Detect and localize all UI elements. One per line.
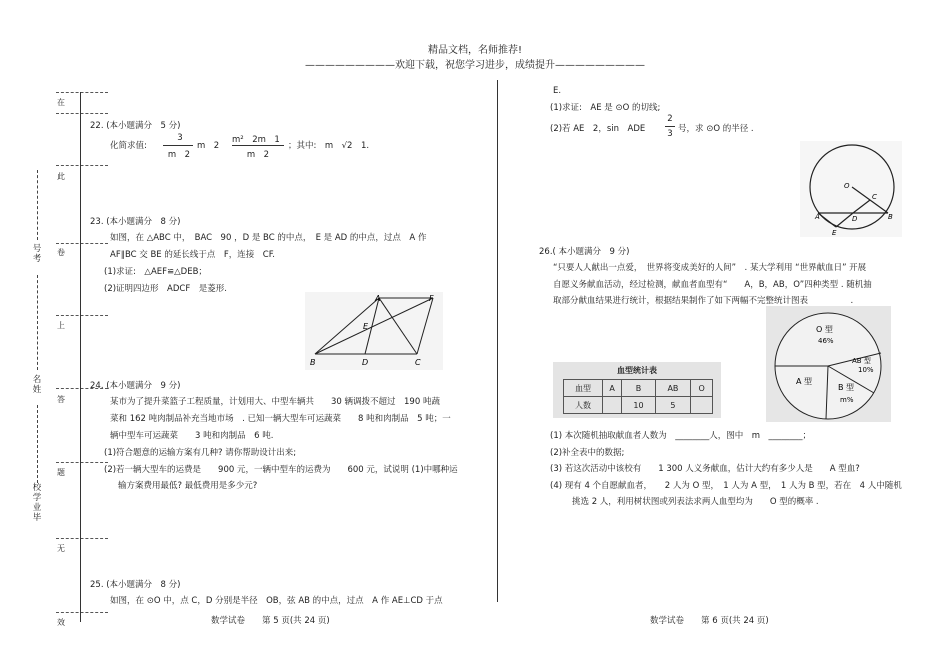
- q24-title: 24. (本小题满分 9 分): [90, 381, 181, 391]
- q25-part-1: (1)求证: AE 是 ⊙O 的切线;: [550, 103, 661, 113]
- seal-dash: [56, 462, 108, 463]
- seal-char: 卷: [57, 248, 65, 257]
- point-label: O: [844, 182, 850, 190]
- pie-label-b: B 型: [838, 383, 855, 392]
- circle-figure: [800, 141, 902, 237]
- table-cell: 人数: [564, 397, 603, 414]
- q24-line-6: 输方案费用最低? 最低费用是多少元?: [118, 481, 258, 491]
- q22-frac2-den: m 2: [246, 150, 270, 160]
- q26-line-3: 取部分献血结果进行统计，根据结果制作了如下两幅不完整统计图表 .: [553, 296, 854, 306]
- point-label: A: [815, 213, 820, 221]
- point-label: F: [429, 294, 434, 303]
- q24-line-2: 菜和 162 吨肉制品补充当地市场 . 已知一辆大型车可运蔬菜 8 吨和肉制品 5 吨；一: [110, 414, 451, 424]
- q23-figure: [305, 292, 443, 370]
- seal-char: 题: [57, 468, 65, 477]
- point-label: C: [415, 358, 421, 367]
- fraction-bar: [665, 126, 675, 127]
- q22-lead: 化简求值:: [110, 141, 147, 151]
- seal-char: 此: [57, 172, 65, 181]
- point-label: E: [363, 322, 369, 331]
- header-line-2: —————————欢迎下载，祝您学习进步，成绩提升—————————: [305, 60, 645, 71]
- table-row: [564, 380, 713, 397]
- q26-part-4a: (4) 现有 4 个自愿献血者， 2 人为 O 型， 1 人为 A 型， 1 人为 B 型，若在 4 人中随机: [550, 481, 902, 491]
- pie-label-ab: AB 型: [852, 357, 871, 365]
- blood-table-panel: [553, 362, 721, 418]
- q22-frac2-num: m² 2m 1: [232, 135, 280, 145]
- blood-pie-figure: [766, 306, 891, 422]
- triangle-figure: [305, 292, 443, 370]
- q23-line-4: (2)证明四边形 ADCF 是菱形.: [104, 284, 227, 294]
- q26-title: 26.( 本小题满分 9 分): [539, 247, 630, 257]
- table-cell: [691, 397, 713, 414]
- pie-label-o: O 型: [816, 325, 833, 334]
- q25-part-2a: (2)若 AE 2，sin ADE: [550, 124, 646, 134]
- seal-dash: [56, 612, 108, 613]
- table-cell: [603, 397, 622, 414]
- q22-frac1-den: m 2: [167, 150, 191, 160]
- q26-line-1: “只要人人献出一点爱， 世界将变成美好的人间” . 某大学利用 “世界献血日” 开展: [553, 263, 867, 273]
- q25-title: 25. (本小题满分 8 分): [90, 580, 181, 590]
- q26-part-1: (1) 本次随机抽取献血者人数为 ________人，图中 m ________；: [550, 431, 812, 441]
- q24-line-4: (1)符合题意的运输方案有几种? 请你帮助设计出来;: [104, 448, 297, 458]
- point-label: C: [872, 193, 877, 201]
- pie-label-ab-pct: 10%: [858, 366, 874, 374]
- q25-frac-den: 3: [667, 129, 673, 139]
- table-cell: A: [603, 380, 622, 397]
- point-label: D: [362, 358, 369, 367]
- q24-line-1: 某市为了提升菜篮子工程质量，计划用大、中型车辆共 30 辆调拨不超过 190 吨蔬: [110, 397, 440, 407]
- q22-frac1-num: 3: [177, 133, 183, 143]
- binding-dash-line: [37, 405, 38, 483]
- q23-title: 23. (本小题满分 8 分): [90, 217, 181, 227]
- table-cell: O: [691, 380, 713, 397]
- q26-part-2: (2)补全表中的数据;: [550, 448, 625, 458]
- point-label: D: [852, 215, 858, 223]
- pie-chart: [766, 306, 891, 422]
- q23-line-1: 如图，在 △ABC 中， BAC 90 ，D 是 BC 的中点， E 是 AD 的中点，过点 A 作: [110, 233, 427, 243]
- page-divider: [497, 80, 498, 602]
- seal-dash: [56, 92, 108, 93]
- point-label: B: [888, 213, 893, 221]
- binding-dash-line: [37, 275, 38, 370]
- label-name: 名 姓: [32, 375, 42, 395]
- q25-line-1: 如图，在 ⊙O 中，点 C，D 分别是半径 OB，弦 AB 的中点，过点 A 作 AE⊥CD 于点: [110, 596, 443, 606]
- blood-table-title: 血型统计表: [617, 366, 657, 375]
- binding-dash-line: [37, 170, 38, 240]
- seal-dash: [56, 538, 108, 539]
- table-row: [564, 397, 713, 414]
- q26-part-3: (3) 若这次活动中该校有 1 300 人义务献血，估计大约有多少人是 A 型血?: [550, 464, 860, 474]
- seal-dash: [56, 165, 108, 166]
- q24-line-5: (2)若一辆大型车的运费是 900 元，一辆中型车的运费为 600 元，试说明 (1)中哪种运: [104, 465, 458, 475]
- pie-label-a: A 型: [796, 377, 813, 386]
- seal-dash: [56, 243, 108, 244]
- q25-part-2b: 号，求 ⊙O 的半径 .: [678, 124, 754, 134]
- q24-line-3: 辆中型车可运蔬菜 3 吨和肉制品 6 吨.: [110, 431, 274, 441]
- blood-table: [563, 379, 713, 414]
- fraction-bar: [163, 145, 193, 146]
- q23-line-3: (1)求证: △AEF≌△DEB；: [104, 267, 207, 277]
- q22-title: 22. (本小题满分 5 分): [90, 121, 181, 131]
- right-page-footer: 数学试卷 第 6 页(共 24 页): [650, 616, 769, 626]
- q25-figure: [800, 141, 902, 237]
- pie-label-o-pct: 46%: [818, 337, 834, 345]
- seal-dash: [56, 315, 108, 316]
- seal-char: 上: [57, 321, 65, 330]
- point-label: A: [375, 294, 381, 303]
- seal-char: 效: [57, 618, 65, 627]
- seal-char: 无: [57, 544, 65, 553]
- q25-frac-num: 2: [667, 114, 673, 124]
- q26-line-2: 自愿义务献血活动，经过检测，献血者血型有“ A，B，AB，O”四种类型 . 随机抽: [553, 280, 872, 290]
- q26-part-4b: 挑选 2 人，利用树状图或列表法求两人血型均为 O 型的概率 .: [572, 497, 819, 507]
- point-label: E: [832, 229, 837, 237]
- header-line-1: 精品文档，名师推荐!: [427, 45, 522, 56]
- table-cell: 血型: [564, 380, 603, 397]
- table-cell: 10: [622, 397, 655, 414]
- seal-char: 在: [57, 98, 65, 107]
- q22-mid: m 2: [197, 141, 220, 151]
- seal-dash: [56, 113, 108, 114]
- table-cell: AB: [655, 380, 691, 397]
- pie-label-b-pct: m%: [840, 396, 854, 404]
- q23-line-2: AF∥BC 交 BE 的延长线于点 F，连接 CF.: [110, 250, 275, 260]
- q25-line-e: E.: [553, 86, 562, 96]
- q22-tail: ；其中: m √2 1.: [288, 141, 370, 151]
- label-graduate-school: 校 学 业 毕: [32, 483, 42, 523]
- left-margin-line: [80, 92, 81, 622]
- table-cell: 5: [655, 397, 691, 414]
- seal-char: 答: [57, 395, 65, 404]
- label-exam-number: 号 考: [32, 244, 42, 264]
- left-page-footer: 数学试卷 第 5 页(共 24 页): [211, 616, 330, 626]
- fraction-bar: [232, 145, 284, 146]
- point-label: B: [310, 358, 316, 367]
- table-cell: B: [622, 380, 655, 397]
